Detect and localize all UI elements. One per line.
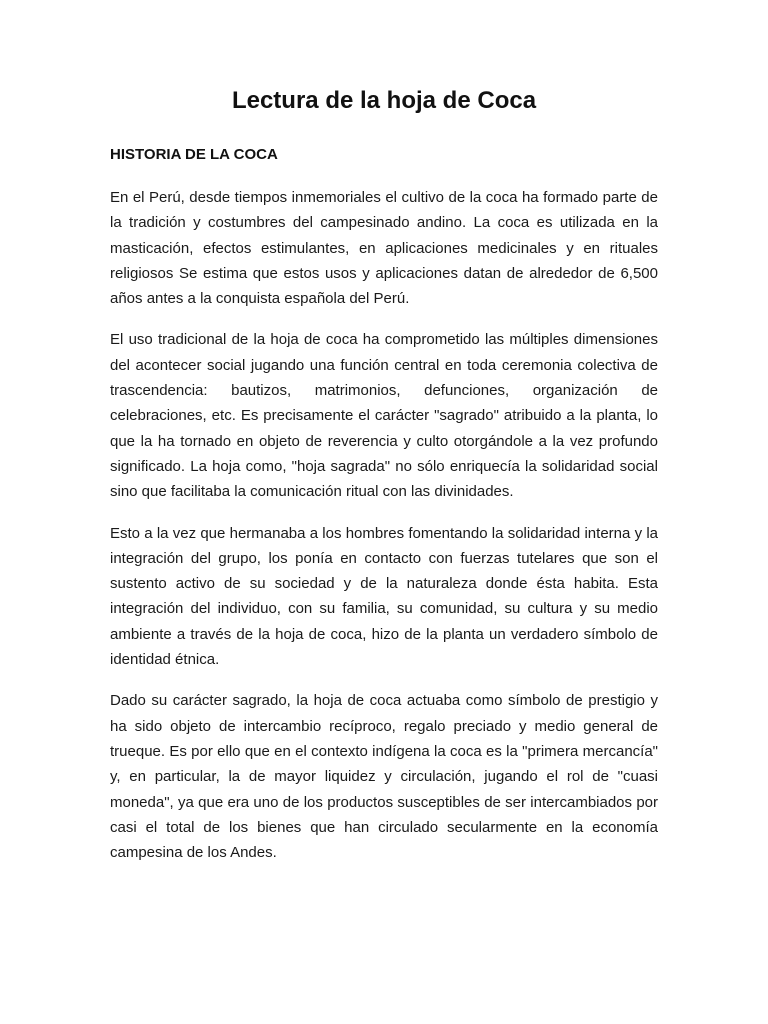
paragraph-3: Esto a la vez que hermanaba a los hombres fomentando la solidaridad interna y la integración del grupo, los ponía en contacto con fuerzas tutelares que son el sustento activo de su sociedad y de la naturaleza donde ésta habita. Esta integración del individuo, con su familia, su comunidad, su cultura y su medio ambiente a través de la hoja de coca, hizo de la planta un verdadero símbolo de identidad étnica. [110, 524, 658, 669]
document-page [110, 85, 658, 865]
paragraph-2: El uso tradicional de la hoja de coca ha comprometido las múltiples dimensiones del acontecer social jugando una función central en toda ceremonia colectiva de trascendencia: bautizos, matrimonios, defunciones, organización de celebraciones, etc. Es precisamente el carácter "sagrado" atribuido a la planta, lo que la ha tornado en objeto de reverencia y culto otorgándole a la vez profundo significado. La hoja como, "hoja sagrada" no sólo enriquecía la solidaridad social sino que facilitaba la comunicación ritual con las divinidades. [110, 331, 658, 501]
paragraph-1: En el Perú, desde tiempos inmemoriales el cultivo de la coca ha formado parte de la tradición y costumbres del campesinado andino. La coca es utilizada en la masticación, efectos estimulantes, en aplicaciones medicinales y en rituales religiosos Se estima que estos usos y aplicaciones datan de alrededor de 6,500 años antes a la conquista española del Perú. [110, 189, 658, 308]
document-title: Lectura de la hoja de Coca [231, 87, 537, 114]
section-heading: HISTORIA DE LA COCA [110, 146, 278, 163]
paragraph-4: Dado su carácter sagrado, la hoja de coca actuaba como símbolo de prestigio y ha sido objeto de intercambio recíproco, regalo preciado y medio general de trueque. Es por ello que en el contexto indígena la coca es la "primera mercancía" y, en particular, la de mayor liquidez y circulación, jugando el rol de "cuasi moneda", ya que era uno de los productos susceptibles de ser intercambiados por casi el total de los bienes que han circulado secularmente en la economía campesina de los Andes. [110, 692, 658, 862]
